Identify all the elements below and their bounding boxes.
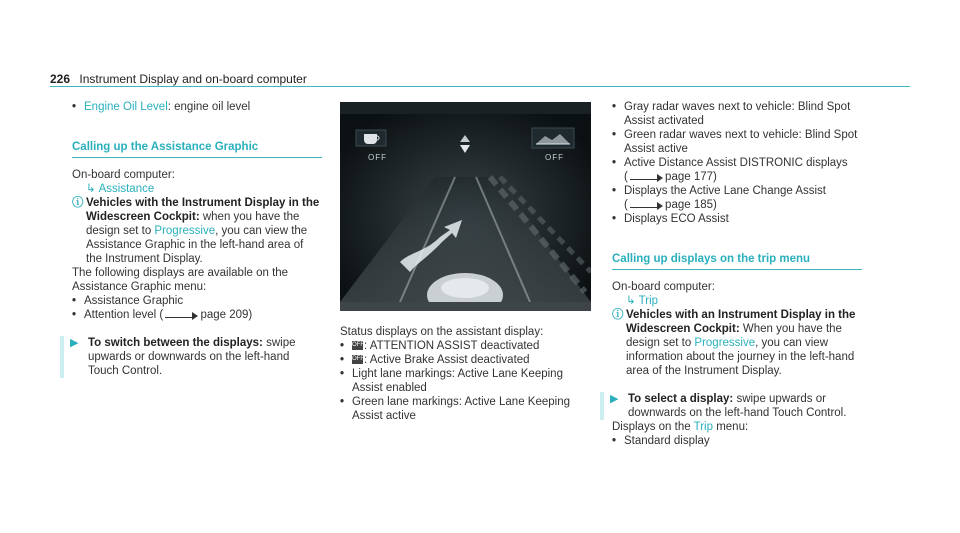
header-rule [50,86,910,87]
trip-menu-link[interactable]: Trip [693,421,714,433]
list-item [340,353,590,367]
info-icon: ⓘ [612,309,624,321]
menu-path [72,182,322,196]
progressive-link[interactable]: Progressive [154,225,216,237]
trip-link[interactable]: Trip [638,295,659,307]
displays-line [612,420,862,434]
page-ref: page 209) [200,309,253,321]
displays-text: menu: [713,421,749,433]
list-item: • Light lane markings: Active Lane Keeping Assist enabled [340,367,590,395]
list-item: • Green lane markings: Active Lane Keeping Assist active [340,395,590,423]
page-arrow-icon [630,201,660,208]
list-item-text: Active Distance Assist DISTRONIC displays [624,157,848,169]
menu-path [612,294,862,308]
list-item: • Displays the Active Lane Change Assist ( page 185) [612,184,862,212]
note [612,308,862,378]
return-arrow-icon: ↳ [626,295,636,307]
step-text: swipe upwards or downwards on the left-hand Touch Control. [628,393,847,419]
page-number: 226 [50,72,71,86]
list-item [72,308,322,322]
list-item-text: Attention level ( [84,309,164,321]
attention-off-label: OFF [368,153,387,162]
column-left [72,100,322,378]
list-item-text: : ATTENTION ASSIST deactivated [364,340,540,352]
step-arrow-icon: ▶ [70,337,79,349]
list-item: • Active Distance Assist DISTRONIC displays ( page 177) [612,156,862,184]
displays-text: Displays on the [612,421,694,433]
note-text: When you have the design set to [626,323,842,349]
header-title: Instrument Display and on-board computer [79,72,307,86]
assistance-link[interactable]: Assistance [98,183,155,195]
active-brake-assist-icon: OFF [352,356,364,363]
list-item-text: : engine oil level [167,101,251,113]
list-item: • Displays ECO Assist [612,212,862,226]
note-bold: Vehicles with the Instrument Display in the Widescreen Cockpit: [86,197,320,223]
page-ref: page 185) [665,199,717,211]
page-arrow-icon [630,173,660,180]
column-middle [340,325,590,423]
onboard-label: On-board computer: [612,281,715,293]
attention-assist-icon: OFF [352,342,364,349]
note [72,196,322,266]
brake-off-label: OFF [545,153,564,162]
list-item: • Green radar waves next to vehicle: Blind Spot Assist active [612,128,862,156]
engine-oil-link[interactable]: Engine Oil Level [84,101,168,113]
step-bold: To select a display: [628,393,734,405]
section-title: Calling up the Assistance Graphic [72,140,322,158]
info-icon: ⓘ [72,197,84,209]
section-title: Calling up displays on the trip menu [612,252,862,270]
step-text: swipe upwards or downwards on the left-hand Touch Control. [88,337,296,377]
instruction-step [600,392,862,420]
return-arrow-icon: ↳ [86,183,96,195]
progressive-link[interactable]: Progressive [694,337,756,349]
note-bold: Vehicles with an Instrument Display in the Widescreen Cockpit: [626,309,856,335]
note-text: , you can view information about the journey in the left-hand area of the Instrument Display. [626,337,855,377]
list-item-text: Displays the Active Lane Change Assist [624,185,827,197]
list-item: • Assistance Graphic [72,294,322,308]
instruction-step [60,336,322,378]
page-ref: page 177) [665,171,717,183]
column-right [612,100,862,448]
onboard-label: On-board computer: [72,169,175,181]
status-intro: Status displays on the assistant display: [340,326,544,338]
paragraph: The following displays are available on the Assistance Graphic menu: [72,267,289,293]
page-arrow-icon [165,311,195,318]
dashboard-svg [340,102,591,311]
coffee-cup-icon [364,134,377,144]
note-text: when you have the design set to [86,211,300,237]
list-item: • Gray radar waves next to vehicle: Blind Spot Assist activated [612,100,862,128]
page-header [50,72,307,86]
step-arrow-icon: ▶ [610,393,619,405]
list-item: • Standard display [612,434,862,448]
list-item [340,339,590,353]
note-text: , you can view the Assistance Graphic in the left-hand area of the Instrument Display. [86,225,308,265]
step-bold: To switch between the displays: [88,337,263,349]
assistance-graphic-image [340,102,591,311]
list-item [72,100,322,114]
list-item-text: : Active Brake Assist deactivated [364,354,530,366]
